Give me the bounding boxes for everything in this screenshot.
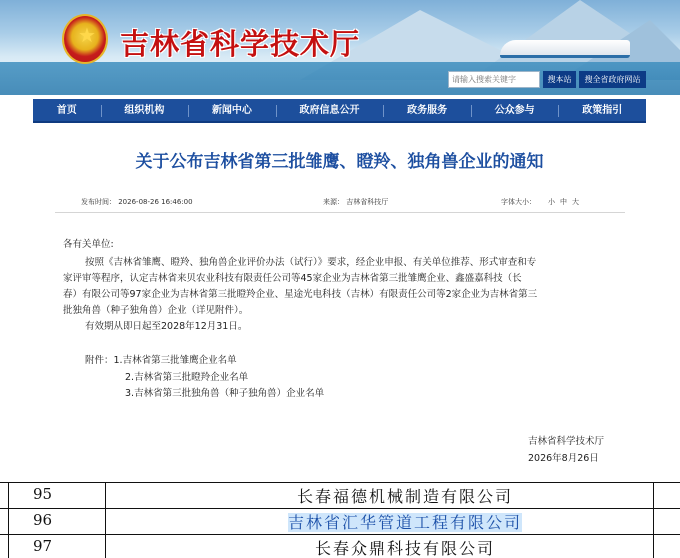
nav-item-info-disclosure[interactable]: 政府信息公开 [276, 99, 384, 121]
signature: 吉林省科学技术厅 [528, 436, 605, 447]
nav-item-organization[interactable]: 组织机构 [101, 99, 189, 121]
row-number: 96 [33, 511, 53, 529]
table-row [0, 534, 680, 558]
publish-time: 发布时间： 2026-08-26 16:46:00 [81, 198, 193, 206]
company-name: 长春众鼎科技有限公司 [314, 539, 495, 558]
company-table [0, 482, 680, 558]
search-all-button[interactable]: 搜全省政府网站 [579, 71, 646, 88]
font-size-small[interactable]: 小 [548, 198, 555, 206]
selected-text[interactable]: 吉林省汇华管道工程有限公司 [287, 513, 522, 532]
meta-divider [55, 212, 625, 213]
article-source: 来源： 吉林省科技厅 [323, 198, 389, 206]
company-name: 长春福德机械制造有限公司 [296, 487, 513, 506]
table-rule [0, 482, 680, 483]
font-size-label: 字体大小： [501, 198, 536, 206]
attachment-link[interactable]: 3.吉林省第三批独角兽（种子独角兽）企业名单 [125, 388, 325, 399]
attachment-link[interactable]: 2.吉林省第三批瞪羚企业名单 [125, 372, 249, 383]
article-title: 关于公布吉林省第三批雏鹰、瞪羚、独角兽企业的通知 [135, 152, 544, 172]
nav-item-home[interactable]: 首页 [56, 105, 77, 116]
paragraph-line: 家评审等程序，认定吉林省来贝农业科技有限责任公司等45家企业为吉林省第三批雏鹰企业、鑫盛嘉科技（长 [63, 273, 522, 284]
banner-lake [0, 62, 680, 95]
table-border [105, 482, 106, 558]
national-emblem-icon: ★ [62, 14, 108, 64]
font-size-medium[interactable]: 中 [560, 198, 567, 206]
table-row [0, 482, 680, 508]
attachment-link[interactable]: 附件：1.吉林省第三批雏鹰企业名单 [85, 355, 237, 366]
salutation: 各有关单位: [63, 239, 114, 250]
article-panel [33, 125, 646, 465]
paragraph-line: 批独角兽（种子独角兽）企业（详见附件）。 [63, 305, 249, 316]
header-banner [0, 0, 680, 95]
table-row [0, 508, 680, 534]
nav-item-services[interactable]: 政务服务 [383, 99, 471, 121]
search-site-button[interactable]: 搜本站 [543, 71, 576, 88]
table-rule [0, 534, 680, 535]
signature-date: 2026年8月26日 [528, 453, 599, 464]
nav-item-news[interactable]: 新闻中心 [188, 99, 276, 121]
paragraph-line: 春）有限公司等97家企业为吉林省第三批瞪羚企业、星途光电科技（吉林）有限责任公司等2家企业为吉林省第三 [63, 289, 538, 300]
main-nav [33, 99, 646, 123]
nav-item-participation[interactable]: 公众参与 [471, 99, 559, 121]
banner-train [500, 40, 630, 58]
table-rule [0, 508, 680, 509]
nav-item-policy[interactable]: 政策指引 [558, 99, 646, 121]
row-number: 97 [33, 537, 53, 555]
table-border [653, 482, 654, 558]
validity-text: 有效期从即日起至2028年12月31日。 [85, 321, 248, 332]
row-number: 95 [33, 485, 53, 503]
font-size-large[interactable]: 大 [572, 198, 579, 206]
search-input[interactable] [448, 71, 540, 88]
site-title[interactable]: 吉林省科学技术厅 [120, 27, 361, 61]
table-border [8, 482, 9, 558]
company-name-highlighted[interactable] [195, 510, 615, 533]
paragraph-line: 按照《吉林省雏鹰、瞪羚、独角兽企业评价办法（试行）》要求，经企业申报、有关单位推荐、形式审查和专 [85, 257, 537, 268]
